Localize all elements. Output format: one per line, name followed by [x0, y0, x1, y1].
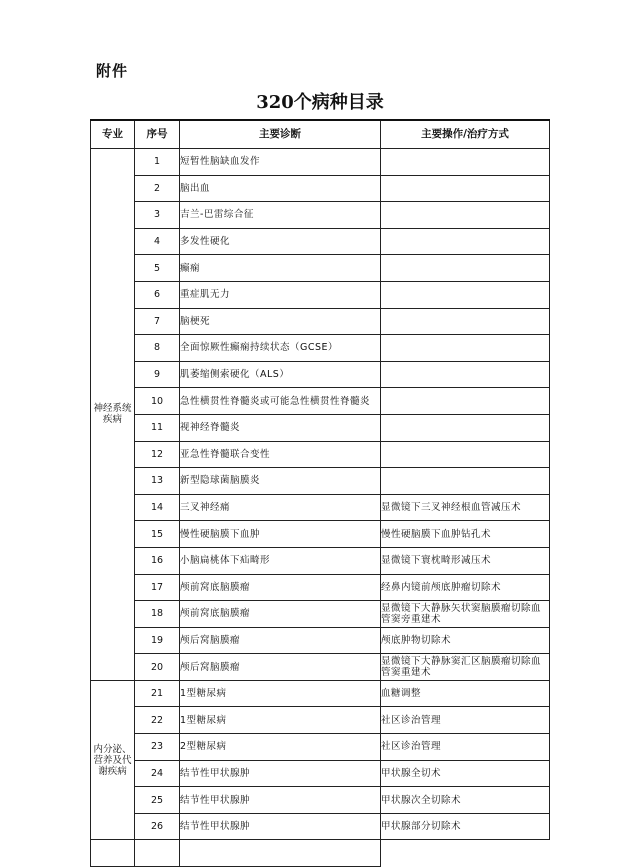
diagnosis-cell: 多发性硬化 [180, 228, 381, 255]
row-number: 15 [135, 521, 180, 548]
treatment-cell [381, 202, 550, 229]
diagnosis-cell: 1型糖尿病 [180, 707, 381, 734]
diagnosis-cell: 肌萎缩侧索硬化（ALS） [180, 361, 381, 388]
diagnosis-cell: 结节性甲状腺肿 [180, 813, 381, 840]
disease-catalog-table [90, 119, 550, 867]
treatment-cell [381, 388, 550, 415]
row-number: 25 [135, 787, 180, 814]
diagnosis-cell: 脑出血 [180, 175, 381, 202]
treatment-cell [381, 414, 550, 441]
table-row [91, 521, 550, 548]
diagnosis-cell: 新型隐球菌脑膜炎 [180, 468, 381, 495]
table-row [91, 414, 550, 441]
treatment-cell: 经鼻内镜前颅底肿瘤切除术 [381, 574, 550, 601]
diagnosis-cell: 结节性甲状腺肿 [180, 787, 381, 814]
row-number: 22 [135, 707, 180, 734]
treatment-cell: 慢性硬脑膜下血肿钻孔术 [381, 521, 550, 548]
table-row [91, 308, 550, 335]
row-number: 18 [135, 601, 180, 628]
treatment-cell [381, 335, 550, 362]
treatment-cell [381, 361, 550, 388]
row-number: 19 [135, 627, 180, 654]
table-row [91, 175, 550, 202]
treatment-cell [381, 468, 550, 495]
continuation-cell [135, 840, 180, 867]
diagnosis-cell: 2型糖尿病 [180, 734, 381, 761]
treatment-cell [381, 441, 550, 468]
row-number: 21 [135, 680, 180, 707]
diagnosis-cell: 慢性硬脑膜下血肿 [180, 521, 381, 548]
table-row [91, 202, 550, 229]
table-row [91, 680, 550, 707]
header-diagnosis: 主要诊断 [180, 120, 381, 149]
diagnosis-cell: 颅后窝脑膜瘤 [180, 654, 381, 681]
row-number: 11 [135, 414, 180, 441]
row-number: 9 [135, 361, 180, 388]
diagnosis-cell: 急性横贯性脊髓炎或可能急性横贯性脊髓炎 [180, 388, 381, 415]
treatment-cell: 显微镜下大静脉矢状窦脑膜瘤切除血管窦旁重建术 [381, 601, 550, 628]
table-body [91, 149, 550, 867]
treatment-cell: 甲状腺部分切除术 [381, 813, 550, 840]
treatment-cell [381, 255, 550, 282]
table-row [91, 388, 550, 415]
treatment-cell [381, 281, 550, 308]
treatment-cell [381, 228, 550, 255]
row-number: 8 [135, 335, 180, 362]
diagnosis-cell: 颅前窝底脑膜瘤 [180, 601, 381, 628]
table-row [91, 787, 550, 814]
row-number: 17 [135, 574, 180, 601]
treatment-cell: 甲状腺次全切除术 [381, 787, 550, 814]
table-row [91, 361, 550, 388]
row-number: 13 [135, 468, 180, 495]
table-row [91, 468, 550, 495]
table-row [91, 149, 550, 176]
table-row [91, 601, 550, 628]
diagnosis-cell: 三叉神经痛 [180, 494, 381, 521]
continuation-cell [180, 840, 381, 867]
header-number: 序号 [135, 120, 180, 149]
row-number: 23 [135, 734, 180, 761]
diagnosis-cell: 吉兰-巴雷综合征 [180, 202, 381, 229]
diagnosis-cell: 脑梗死 [180, 308, 381, 335]
row-number: 16 [135, 547, 180, 574]
diagnosis-cell: 癫痫 [180, 255, 381, 282]
table-row [91, 441, 550, 468]
row-number: 20 [135, 654, 180, 681]
row-number: 1 [135, 149, 180, 176]
document-title: 320个病种目录 [256, 92, 384, 113]
row-number: 12 [135, 441, 180, 468]
diagnosis-cell: 短暂性脑缺血发作 [180, 149, 381, 176]
treatment-cell [381, 175, 550, 202]
row-number: 7 [135, 308, 180, 335]
diagnosis-cell: 亚急性脊髓联合变性 [180, 441, 381, 468]
table-row [91, 255, 550, 282]
row-number: 4 [135, 228, 180, 255]
table-row [91, 547, 550, 574]
treatment-cell: 社区诊治管理 [381, 734, 550, 761]
diagnosis-cell: 视神经脊髓炎 [180, 414, 381, 441]
diagnosis-cell: 重症肌无力 [180, 281, 381, 308]
row-number: 10 [135, 388, 180, 415]
treatment-cell: 甲状腺全切术 [381, 760, 550, 787]
table-row [91, 494, 550, 521]
table-continuation-row [91, 840, 550, 867]
row-number: 6 [135, 281, 180, 308]
diagnosis-cell: 全面惊厥性癫痫持续状态（GCSE） [180, 335, 381, 362]
row-number: 5 [135, 255, 180, 282]
treatment-cell: 社区诊治管理 [381, 707, 550, 734]
table-row [91, 574, 550, 601]
attachment-label: 附件 [96, 62, 129, 80]
table-row [91, 654, 550, 681]
row-number: 2 [135, 175, 180, 202]
row-number: 14 [135, 494, 180, 521]
row-number: 3 [135, 202, 180, 229]
row-number: 26 [135, 813, 180, 840]
row-number: 24 [135, 760, 180, 787]
continuation-cell [91, 840, 135, 867]
treatment-cell: 显微镜下三叉神经根血管减压术 [381, 494, 550, 521]
treatment-cell: 颅底肿物切除术 [381, 627, 550, 654]
treatment-cell [381, 308, 550, 335]
specialty-cell: 内分泌、营养及代谢疾病 [91, 680, 135, 840]
diagnosis-cell: 1型糖尿病 [180, 680, 381, 707]
header-treatment: 主要操作/治疗方式 [381, 120, 550, 149]
treatment-cell: 显微镜下大静脉窦汇区脑膜瘤切除血管窦重建术 [381, 654, 550, 681]
diagnosis-cell: 颅前窝底脑膜瘤 [180, 574, 381, 601]
table-row [91, 813, 550, 840]
specialty-cell: 神经系统疾病 [91, 149, 135, 681]
table-header-row [91, 120, 550, 149]
diagnosis-cell: 颅后窝脑膜瘤 [180, 627, 381, 654]
treatment-cell: 显微镜下寰枕畸形减压术 [381, 547, 550, 574]
table-row [91, 228, 550, 255]
table-row [91, 627, 550, 654]
header-specialty: 专业 [91, 120, 135, 149]
treatment-cell [381, 149, 550, 176]
table-row [91, 760, 550, 787]
table-row [91, 335, 550, 362]
diagnosis-cell: 小脑扁桃体下疝畸形 [180, 547, 381, 574]
diagnosis-cell: 结节性甲状腺肿 [180, 760, 381, 787]
treatment-cell: 血糖调整 [381, 680, 550, 707]
table-row [91, 281, 550, 308]
table-row [91, 734, 550, 761]
table-row [91, 707, 550, 734]
